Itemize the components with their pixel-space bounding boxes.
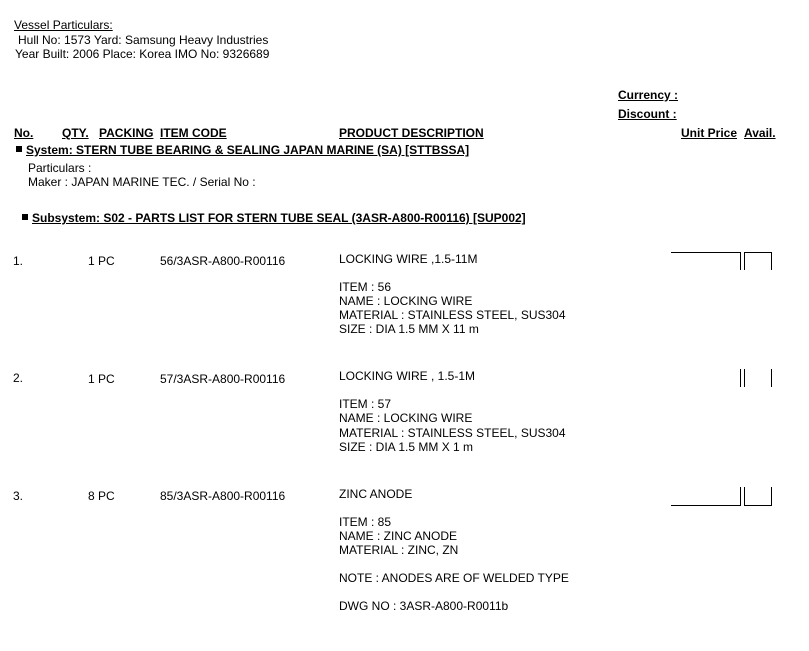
item-3-no: 3. — [13, 489, 24, 503]
item-3-dwg-no: DWG NO : 3ASR-A800-R0011b — [339, 599, 509, 613]
vessel-year-place: Year Built: 2006 Place: Korea IMO No: 9326689 — [15, 47, 270, 61]
bullet-icon — [16, 146, 22, 152]
subsystem-title: Subsystem: S02 - PARTS LIST FOR STERN TUBE SEAL (3ASR-A800-R00116) [SUP002] — [32, 211, 526, 225]
column-header-description: PRODUCT DESCRIPTION — [339, 126, 484, 140]
item-1-detail-name: NAME : LOCKING WIRE — [339, 294, 473, 308]
item-1-desc-title: LOCKING WIRE ,1.5-11M — [339, 252, 478, 266]
item-3-qty: 8 PC — [88, 489, 115, 503]
item-2-no: 2. — [13, 371, 24, 385]
system-title: System: STERN TUBE BEARING & SEALING JAPAN MARINE (SA) [STTBSSA] — [26, 143, 470, 157]
column-header-no: No. — [14, 126, 34, 140]
item-2-code: 57/3ASR-A800-R00116 — [160, 372, 286, 386]
item-2-detail-item: ITEM : 57 — [339, 397, 392, 411]
item-3-desc-title: ZINC ANODE — [339, 487, 413, 501]
item-3-detail-item: ITEM : 85 — [339, 515, 392, 529]
column-header-unit-price: Unit Price — [681, 126, 738, 140]
item-3-detail-name: NAME : ZINC ANODE — [339, 529, 458, 543]
item-3-code: 85/3ASR-A800-R00116 — [160, 489, 286, 503]
system-maker: Maker : JAPAN MARINE TEC. / Serial No : — [28, 175, 256, 189]
item-3-note: NOTE : ANODES ARE OF WELDED TYPE — [339, 571, 569, 585]
item-2-detail-material: MATERIAL : STAINLESS STEEL, SUS304 — [339, 426, 566, 440]
item-1-no: 1. — [13, 254, 24, 268]
vessel-hull-yard: Hull No: 1573 Yard: Samsung Heavy Industries — [18, 33, 269, 47]
item-1-qty: 1 PC — [88, 254, 115, 268]
item-1-code: 56/3ASR-A800-R00116 — [160, 254, 286, 268]
item-2-detail-name: NAME : LOCKING WIRE — [339, 411, 473, 425]
discount-label: Discount : — [618, 107, 677, 121]
column-header-qty: QTY. — [62, 126, 89, 140]
column-header-packing: PACKING — [99, 126, 154, 140]
item-1-detail-size: SIZE : DIA 1.5 MM X 11 m — [339, 322, 479, 336]
vessel-particulars-heading: Vessel Particulars: — [14, 18, 113, 32]
item-1-detail-material: MATERIAL : STAINLESS STEEL, SUS304 — [339, 308, 566, 322]
currency-label: Currency : — [618, 88, 679, 102]
item-2-qty: 1 PC — [88, 372, 115, 386]
item-3-detail-material: MATERIAL : ZINC, ZN — [339, 543, 459, 557]
subsystem-heading — [22, 211, 526, 225]
system-heading — [16, 143, 469, 157]
system-particulars-label: Particulars : — [28, 161, 92, 175]
item-2-desc-title: LOCKING WIRE , 1.5-1M — [339, 369, 476, 383]
item-1-detail-item: ITEM : 56 — [339, 280, 392, 294]
column-header-avail: Avail. — [744, 126, 776, 140]
column-header-item-code: ITEM CODE — [160, 126, 227, 140]
item-2-detail-size: SIZE : DIA 1.5 MM X 1 m — [339, 440, 474, 454]
bullet-icon — [22, 214, 28, 220]
